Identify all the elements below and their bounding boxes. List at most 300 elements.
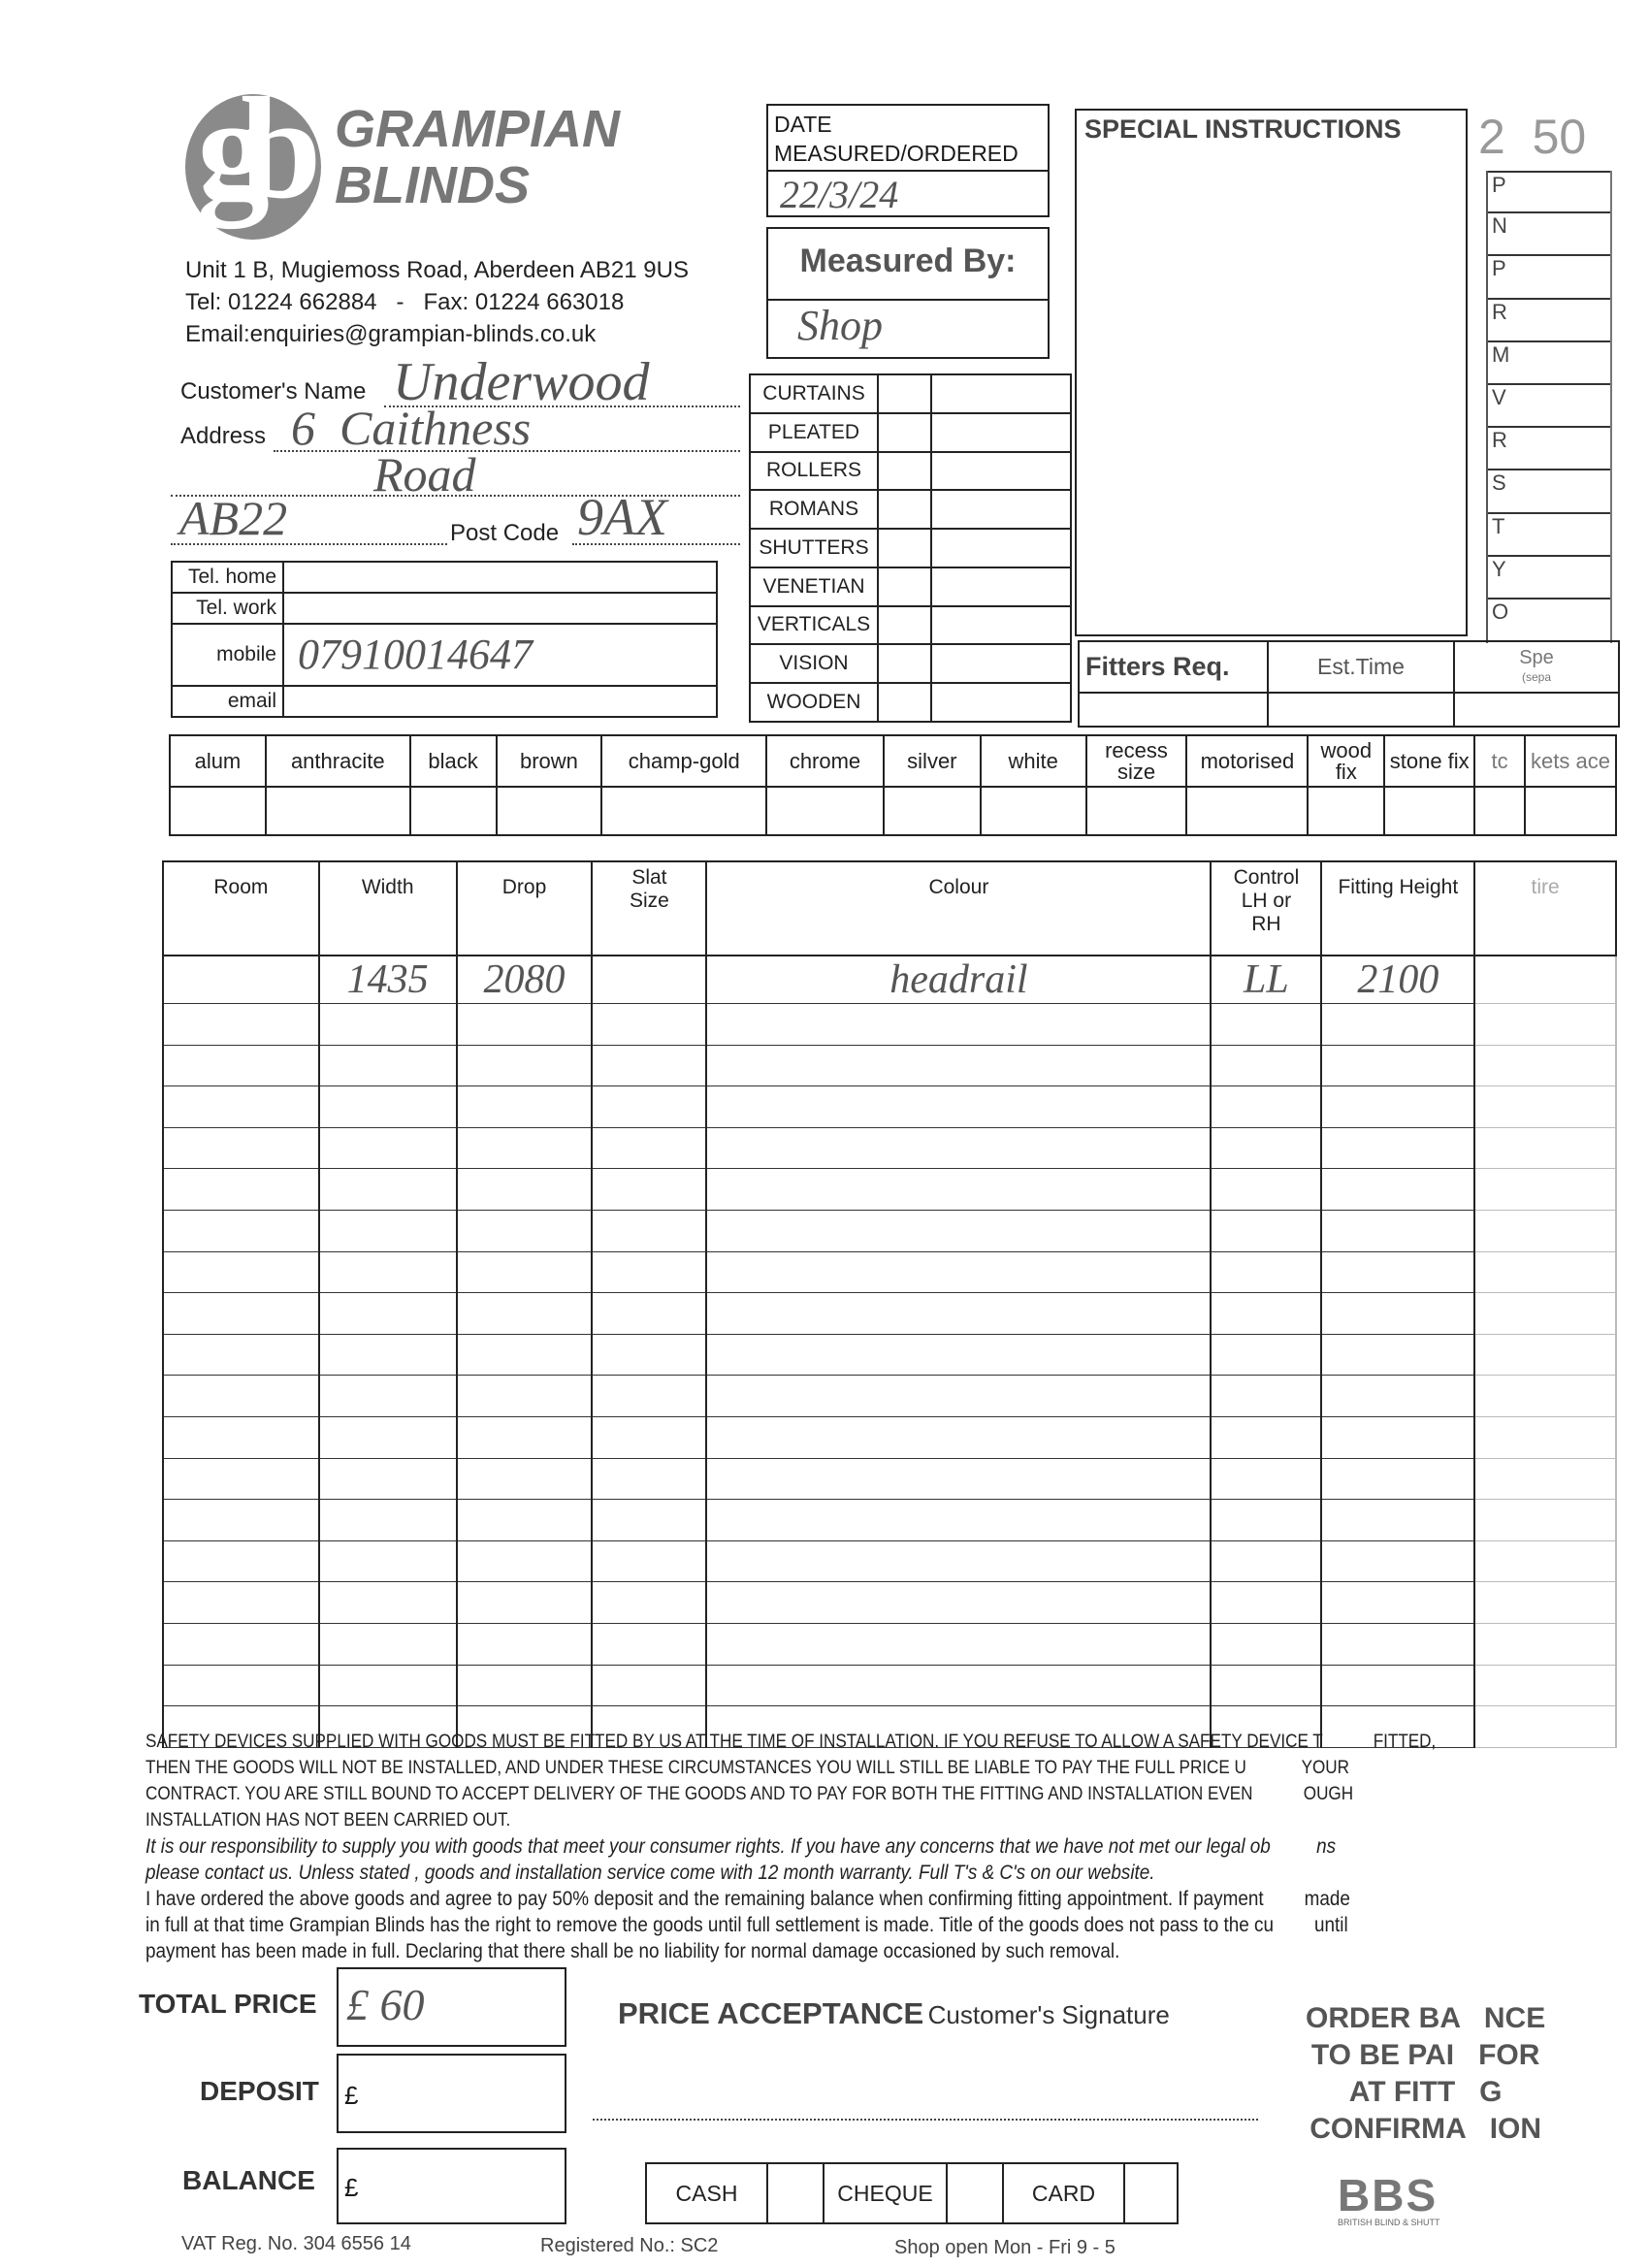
- table-cell[interactable]: [592, 1665, 706, 1706]
- blind-type-row: [750, 374, 1071, 413]
- measured-by-value[interactable]: Shop: [797, 302, 883, 349]
- table-cell[interactable]: [1474, 1293, 1616, 1335]
- fitters-table: [1078, 640, 1620, 728]
- table-cell[interactable]: [706, 1127, 1211, 1169]
- table-row: [163, 1500, 1616, 1541]
- table-cell[interactable]: [163, 1293, 319, 1335]
- special-label: [1454, 641, 1619, 693]
- table-cell[interactable]: [592, 1623, 706, 1665]
- blind-type-label: SHUTTERS: [750, 529, 878, 567]
- table-cell[interactable]: [706, 1334, 1211, 1376]
- table-cell[interactable]: [1474, 956, 1616, 1004]
- contact-row: [172, 562, 717, 593]
- blind-type-notes[interactable]: [931, 490, 1071, 529]
- table-cell[interactable]: [163, 1086, 319, 1128]
- company-email: Email:enquiries@grampian-blinds.co.uk: [185, 321, 597, 347]
- table-cell[interactable]: [457, 1623, 593, 1665]
- table-cell[interactable]: [592, 1251, 706, 1293]
- company-phone: Tel: 01224 662884 - Fax: 01224 663018: [185, 289, 625, 315]
- blind-type-row: [750, 606, 1071, 645]
- table-cell[interactable]: [1474, 1169, 1616, 1211]
- options-check-row: [170, 787, 1616, 835]
- address-line1-field[interactable]: 6 Caithness: [291, 401, 532, 455]
- table-cell[interactable]: [163, 1582, 319, 1624]
- table-cell[interactable]: [163, 956, 319, 1004]
- table-cell[interactable]: [457, 1334, 593, 1376]
- blind-type-row: [750, 567, 1071, 606]
- registered-number: Registered No.: SC2: [540, 2235, 719, 2256]
- cheque-checkbox[interactable]: [947, 2163, 1003, 2223]
- table-cell[interactable]: [1211, 1127, 1321, 1169]
- deposit-field[interactable]: £: [337, 2054, 566, 2133]
- side-check-item[interactable]: R: [1488, 428, 1610, 470]
- table-cell[interactable]: [592, 1045, 706, 1086]
- table-cell[interactable]: [706, 1500, 1211, 1541]
- table-cell[interactable]: [1474, 1334, 1616, 1376]
- contact-field[interactable]: [283, 686, 717, 717]
- table-row: [163, 1045, 1616, 1086]
- table-cell[interactable]: [1211, 1540, 1321, 1582]
- table-cell[interactable]: 1435: [319, 956, 457, 1004]
- table-row: [163, 1169, 1616, 1211]
- side-check-item[interactable]: T: [1488, 514, 1610, 557]
- column-header: tire: [1474, 861, 1616, 956]
- total-price-field[interactable]: £ 60: [337, 1967, 566, 2047]
- table-cell[interactable]: [457, 1293, 593, 1335]
- option-label: stone fix: [1384, 735, 1474, 787]
- table-cell[interactable]: [1211, 1004, 1321, 1046]
- table-cell[interactable]: [457, 1416, 593, 1458]
- table-cell[interactable]: [1474, 1004, 1616, 1046]
- consumer-rights-line: please contact us. Unless stated , goods and installation service come with 12 month warranty. Full T's & C's on our website.: [146, 1862, 1155, 1884]
- table-cell[interactable]: [1211, 1210, 1321, 1251]
- side-check-item[interactable]: O: [1488, 599, 1610, 642]
- table-cell[interactable]: [592, 1458, 706, 1500]
- table-cell[interactable]: [1321, 1376, 1474, 1417]
- customer-name-field[interactable]: Underwood: [393, 352, 650, 412]
- table-cell[interactable]: [319, 1458, 457, 1500]
- side-check-item[interactable]: M: [1488, 342, 1610, 385]
- table-cell[interactable]: [1321, 1127, 1474, 1169]
- table-cell[interactable]: [1474, 1086, 1616, 1128]
- table-cell[interactable]: [1474, 1540, 1616, 1582]
- table-cell[interactable]: [1211, 1665, 1321, 1706]
- table-cell[interactable]: [163, 1623, 319, 1665]
- card-label: CARD: [1003, 2163, 1124, 2223]
- option-checkbox[interactable]: [1474, 787, 1525, 835]
- table-cell[interactable]: [592, 1004, 706, 1046]
- table-cell[interactable]: 2100: [1321, 956, 1474, 1004]
- blind-type-qty[interactable]: [878, 606, 931, 645]
- table-cell[interactable]: [457, 1376, 593, 1417]
- option-label: silver: [884, 735, 981, 787]
- side-check-item[interactable]: S: [1488, 470, 1610, 513]
- terms-line: THEN THE GOODS WILL NOT BE INSTALLED, AND UNDER THESE CIRCUMSTANCES YOU WILL STILL BE LIABLE TO PAY THE FULL PRICE U YOUR: [146, 1758, 1350, 1778]
- blind-type-notes[interactable]: [931, 683, 1071, 722]
- table-cell[interactable]: [1211, 1582, 1321, 1624]
- blind-type-row: [750, 413, 1071, 452]
- order-balance-line: ORDER BA NCE: [1306, 2002, 1546, 2034]
- table-cell[interactable]: [592, 1086, 706, 1128]
- table-cell[interactable]: [706, 1416, 1211, 1458]
- table-cell[interactable]: [163, 1665, 319, 1706]
- table-cell[interactable]: [1474, 1127, 1616, 1169]
- balance-field[interactable]: £: [337, 2148, 566, 2224]
- table-cell[interactable]: [706, 1210, 1211, 1251]
- side-check-item[interactable]: N: [1488, 213, 1610, 256]
- table-cell[interactable]: [1474, 1623, 1616, 1665]
- blind-type-qty[interactable]: [878, 567, 931, 606]
- special-instructions-label: SPECIAL INSTRUCTIONS: [1084, 114, 1402, 144]
- table-cell[interactable]: [457, 1500, 593, 1541]
- table-cell[interactable]: [706, 1086, 1211, 1128]
- table-cell[interactable]: [457, 1582, 593, 1624]
- table-cell[interactable]: [1211, 1623, 1321, 1665]
- table-cell[interactable]: [1211, 1416, 1321, 1458]
- table-cell[interactable]: [1321, 1004, 1474, 1046]
- table-cell[interactable]: [706, 1293, 1211, 1335]
- table-cell[interactable]: [1211, 1086, 1321, 1128]
- column-header: Control LH or RH: [1211, 861, 1321, 956]
- contact-field[interactable]: [283, 562, 717, 593]
- table-cell[interactable]: [1474, 1251, 1616, 1293]
- table-cell[interactable]: [163, 1127, 319, 1169]
- consumer-rights-line: It is our responsibility to supply you with goods that meet your consumer rights. If you have any concerns that we have not met our legal ob ns: [146, 1835, 1337, 1858]
- table-cell[interactable]: [706, 1458, 1211, 1500]
- table-cell[interactable]: [1211, 1045, 1321, 1086]
- table-cell[interactable]: [163, 1169, 319, 1211]
- table-cell[interactable]: [1211, 1500, 1321, 1541]
- side-check-item[interactable]: P: [1488, 256, 1610, 299]
- table-cell[interactable]: [319, 1086, 457, 1128]
- price-acceptance-heading: [618, 1996, 1170, 2031]
- table-cell[interactable]: [319, 1623, 457, 1665]
- table-row: [163, 1210, 1616, 1251]
- table-cell[interactable]: [592, 1127, 706, 1169]
- option-checkbox[interactable]: [601, 787, 766, 835]
- contact-field[interactable]: 07910014647: [283, 624, 717, 687]
- table-cell[interactable]: [163, 1251, 319, 1293]
- contact-label: mobile: [172, 624, 283, 687]
- option-checkbox[interactable]: [1086, 787, 1187, 835]
- option-checkbox[interactable]: [766, 787, 884, 835]
- table-cell[interactable]: [457, 1045, 593, 1086]
- table-cell[interactable]: [592, 1500, 706, 1541]
- blind-type-notes[interactable]: [931, 606, 1071, 645]
- table-cell[interactable]: [1321, 1540, 1474, 1582]
- table-cell[interactable]: [592, 1169, 706, 1211]
- table-cell[interactable]: [319, 1127, 457, 1169]
- table-cell[interactable]: 2080: [457, 956, 593, 1004]
- terms-line: INSTALLATION HAS NOT BEEN CARRIED OUT.: [146, 1810, 511, 1831]
- measured-by-box: [766, 227, 1050, 359]
- terms-line: SAFETY DEVICES SUPPLIED WITH GOODS MUST BE FITTED BY US AT THE TIME OF INSTALLATION. IF YOU REFUSE TO ALLOW A SAFETY DEVICE T FITTED,: [146, 1732, 1437, 1752]
- table-cell[interactable]: [1474, 1458, 1616, 1500]
- table-cell[interactable]: [1321, 1169, 1474, 1211]
- table-cell[interactable]: [1211, 1458, 1321, 1500]
- option-label: anthracite: [266, 735, 410, 787]
- bbs-logo: [1338, 2170, 1440, 2227]
- company-name: [335, 101, 620, 213]
- side-check-item[interactable]: P: [1488, 171, 1610, 213]
- option-checkbox[interactable]: [1186, 787, 1308, 835]
- bbs-logo-subtitle: BRITISH BLIND & SHUTT: [1338, 2218, 1440, 2227]
- table-cell[interactable]: headrail: [706, 956, 1211, 1004]
- blind-type-notes[interactable]: [931, 374, 1071, 413]
- table-cell[interactable]: [163, 1334, 319, 1376]
- order-balance-notice: [1306, 2000, 1545, 2148]
- option-label: motorised: [1186, 735, 1308, 787]
- postcode-field[interactable]: 9AX: [577, 488, 667, 546]
- option-label: tc: [1474, 735, 1525, 787]
- address-line2-field[interactable]: Road: [373, 447, 476, 502]
- option-checkbox[interactable]: [410, 787, 497, 835]
- measured-by-label: Measured By:: [768, 229, 1048, 301]
- table-cell[interactable]: [1321, 1416, 1474, 1458]
- est-time-field[interactable]: [1268, 693, 1454, 727]
- option-checkbox[interactable]: [981, 787, 1086, 835]
- special-field[interactable]: [1454, 693, 1619, 727]
- table-cell[interactable]: [1321, 1086, 1474, 1128]
- blind-type-label: VENETIAN: [750, 567, 878, 606]
- table-cell[interactable]: [163, 1376, 319, 1417]
- table-cell[interactable]: [592, 1376, 706, 1417]
- table-row: [163, 1458, 1616, 1500]
- table-cell[interactable]: [319, 1582, 457, 1624]
- table-row: [163, 1416, 1616, 1458]
- payment-terms-line: in full at that time Grampian Blinds has the right to remove the goods until full settlement is made. Title of the goods does not pass to the cu until: [146, 1914, 1348, 1936]
- option-label: alum: [170, 735, 266, 787]
- side-check-item[interactable]: R: [1488, 300, 1610, 342]
- table-row: [163, 1127, 1616, 1169]
- logo-letters: gb: [197, 68, 293, 229]
- table-cell[interactable]: [1321, 1210, 1474, 1251]
- contact-label: Tel. home: [172, 562, 283, 593]
- blind-type-qty[interactable]: [878, 644, 931, 683]
- table-cell[interactable]: [319, 1334, 457, 1376]
- table-cell[interactable]: [1211, 1293, 1321, 1335]
- table-cell[interactable]: [457, 1004, 593, 1046]
- blind-type-notes[interactable]: [931, 529, 1071, 567]
- fitters-req-label: Fitters Req.: [1079, 641, 1268, 693]
- deposit-label: DEPOSIT: [200, 2076, 319, 2106]
- table-cell[interactable]: [592, 1540, 706, 1582]
- option-label: champ-gold: [601, 735, 766, 787]
- table-cell[interactable]: [1321, 1251, 1474, 1293]
- option-label: chrome: [766, 735, 884, 787]
- table-cell[interactable]: [1211, 1169, 1321, 1211]
- option-label: kets ace: [1525, 735, 1616, 787]
- payment-terms-line: payment has been made in full. Declaring that there shall be no liability for normal damage occasioned by such removal.: [146, 1940, 1120, 1962]
- table-cell[interactable]: [592, 1582, 706, 1624]
- table-cell[interactable]: [163, 1500, 319, 1541]
- table-cell[interactable]: [163, 1045, 319, 1086]
- table-cell[interactable]: [706, 1582, 1211, 1624]
- table-cell[interactable]: [1321, 1582, 1474, 1624]
- payment-terms-line: I have ordered the above goods and agree to pay 50% deposit and the remaining balance when confirming fitting appointment. If payment made: [146, 1888, 1350, 1910]
- table-cell[interactable]: [592, 956, 706, 1004]
- table-cell[interactable]: [706, 1045, 1211, 1086]
- options-table: [169, 734, 1617, 836]
- table-cell[interactable]: [319, 1251, 457, 1293]
- table-cell[interactable]: [319, 1045, 457, 1086]
- table-cell[interactable]: [319, 1376, 457, 1417]
- table-cell[interactable]: [592, 1416, 706, 1458]
- table-cell[interactable]: [1321, 1458, 1474, 1500]
- table-cell[interactable]: [457, 1458, 593, 1500]
- table-cell[interactable]: [163, 1210, 319, 1251]
- table-cell[interactable]: [706, 1376, 1211, 1417]
- blind-type-row: [750, 529, 1071, 567]
- table-cell[interactable]: [1321, 1500, 1474, 1541]
- table-cell[interactable]: [1321, 1045, 1474, 1086]
- table-cell[interactable]: [457, 1210, 593, 1251]
- table-cell[interactable]: [706, 1169, 1211, 1211]
- table-cell[interactable]: [319, 1210, 457, 1251]
- side-check-item[interactable]: Y: [1488, 557, 1610, 599]
- table-cell[interactable]: [1211, 1334, 1321, 1376]
- blind-type-notes[interactable]: [931, 413, 1071, 452]
- table-cell[interactable]: [592, 1210, 706, 1251]
- table-cell[interactable]: [1474, 1376, 1616, 1417]
- signature-line[interactable]: [593, 2119, 1258, 2121]
- shop-hours: Shop open Mon - Fri 9 - 5: [894, 2237, 1116, 2258]
- table-cell[interactable]: [706, 1623, 1211, 1665]
- option-checkbox[interactable]: [884, 787, 981, 835]
- blind-type-qty[interactable]: [878, 452, 931, 491]
- table-cell[interactable]: [706, 1540, 1211, 1582]
- table-cell[interactable]: [319, 1004, 457, 1046]
- option-checkbox[interactable]: [170, 787, 266, 835]
- table-cell[interactable]: [319, 1169, 457, 1211]
- date-box: [766, 104, 1050, 217]
- date-value[interactable]: 22/3/24: [780, 173, 899, 216]
- table-cell[interactable]: [457, 1086, 593, 1128]
- customer-signature-label: Customer's Signature: [927, 2000, 1170, 2029]
- table-cell[interactable]: [319, 1416, 457, 1458]
- table-cell[interactable]: [1474, 1210, 1616, 1251]
- column-header: Room: [163, 861, 319, 956]
- table-cell[interactable]: [1474, 1500, 1616, 1541]
- table-cell[interactable]: [163, 1004, 319, 1046]
- table-row: [163, 1540, 1616, 1582]
- fitters-req-field[interactable]: [1079, 693, 1268, 727]
- blind-type-row: [750, 452, 1071, 491]
- table-cell[interactable]: [457, 1127, 593, 1169]
- option-checkbox[interactable]: [1308, 787, 1384, 835]
- table-cell[interactable]: [1474, 1665, 1616, 1706]
- blind-type-notes[interactable]: [931, 567, 1071, 606]
- cash-checkbox[interactable]: [767, 2163, 824, 2223]
- est-time-label: Est.Time: [1268, 641, 1454, 693]
- table-row: [163, 1334, 1616, 1376]
- blind-type-label: CURTAINS: [750, 374, 878, 413]
- table-cell[interactable]: [1321, 1665, 1474, 1706]
- address-label: Address: [180, 423, 267, 449]
- order-balance-line: CONFIRMA ION: [1310, 2113, 1542, 2145]
- table-cell[interactable]: [457, 1169, 593, 1211]
- table-row: [163, 1004, 1616, 1046]
- option-checkbox[interactable]: [497, 787, 602, 835]
- blind-type-qty[interactable]: [878, 683, 931, 722]
- bbs-logo-text: BBS: [1338, 2170, 1439, 2220]
- cheque-label: CHEQUE: [824, 2163, 947, 2223]
- price-acceptance-title: PRICE ACCEPTANCE: [618, 1996, 924, 2030]
- table-cell[interactable]: [592, 1293, 706, 1335]
- special-label-text: Spe: [1519, 646, 1554, 668]
- blind-type-qty[interactable]: [878, 490, 931, 529]
- table-cell[interactable]: [706, 1004, 1211, 1046]
- table-cell[interactable]: [319, 1665, 457, 1706]
- special-sublabel: (sepa: [1521, 669, 1552, 684]
- customer-name-label: Customer's Name: [180, 378, 367, 405]
- table-cell[interactable]: [319, 1293, 457, 1335]
- blind-type-row: [750, 683, 1071, 722]
- table-cell[interactable]: [319, 1500, 457, 1541]
- table-cell[interactable]: [1474, 1416, 1616, 1458]
- contact-field[interactable]: [283, 593, 717, 624]
- table-cell[interactable]: [163, 1540, 319, 1582]
- blind-type-notes[interactable]: [931, 452, 1071, 491]
- table-cell[interactable]: [457, 1251, 593, 1293]
- table-cell[interactable]: [706, 1665, 1211, 1706]
- vat-number: VAT Reg. No. 304 6556 14: [181, 2233, 411, 2254]
- form-number: 2 50: [1478, 110, 1587, 164]
- table-cell[interactable]: [1211, 1251, 1321, 1293]
- option-checkbox[interactable]: [1384, 787, 1474, 835]
- company-logo: [185, 68, 321, 240]
- option-checkbox[interactable]: [1525, 787, 1616, 835]
- table-cell[interactable]: [163, 1458, 319, 1500]
- blind-type-table: [749, 373, 1072, 723]
- table-cell[interactable]: [1474, 1582, 1616, 1624]
- table-cell[interactable]: [457, 1665, 593, 1706]
- option-label: recess size: [1086, 735, 1187, 787]
- table-cell[interactable]: [1211, 1376, 1321, 1417]
- option-label: white: [981, 735, 1086, 787]
- side-check-item[interactable]: V: [1488, 385, 1610, 428]
- table-cell[interactable]: [163, 1416, 319, 1458]
- table-cell[interactable]: [319, 1540, 457, 1582]
- blind-type-label: ROLLERS: [750, 452, 878, 491]
- table-row: [163, 1293, 1616, 1335]
- special-instructions-box[interactable]: [1075, 109, 1468, 636]
- blind-type-notes[interactable]: [931, 644, 1071, 683]
- table-cell[interactable]: [1474, 1045, 1616, 1086]
- table-cell[interactable]: [1321, 1623, 1474, 1665]
- table-cell[interactable]: [706, 1251, 1211, 1293]
- blind-type-qty[interactable]: [878, 529, 931, 567]
- table-cell[interactable]: [592, 1334, 706, 1376]
- blind-type-qty[interactable]: [878, 413, 931, 452]
- table-cell[interactable]: [1321, 1334, 1474, 1376]
- table-cell[interactable]: LL: [1211, 956, 1321, 1004]
- contact-label: email: [172, 686, 283, 717]
- table-row: [163, 1582, 1616, 1624]
- table-cell[interactable]: [457, 1540, 593, 1582]
- option-label: brown: [497, 735, 602, 787]
- option-checkbox[interactable]: [266, 787, 410, 835]
- company-name-line1: GRAMPIAN: [335, 100, 620, 158]
- blind-type-row: [750, 490, 1071, 529]
- date-sublabel: MEASURED/ORDERED: [774, 141, 1018, 166]
- blind-type-qty[interactable]: [878, 374, 931, 413]
- table-cell[interactable]: [1474, 1706, 1616, 1748]
- column-header: Drop: [457, 861, 593, 956]
- table-cell[interactable]: [1321, 1293, 1474, 1335]
- card-checkbox[interactable]: [1124, 2163, 1178, 2223]
- address-line3-field[interactable]: AB22: [179, 491, 288, 545]
